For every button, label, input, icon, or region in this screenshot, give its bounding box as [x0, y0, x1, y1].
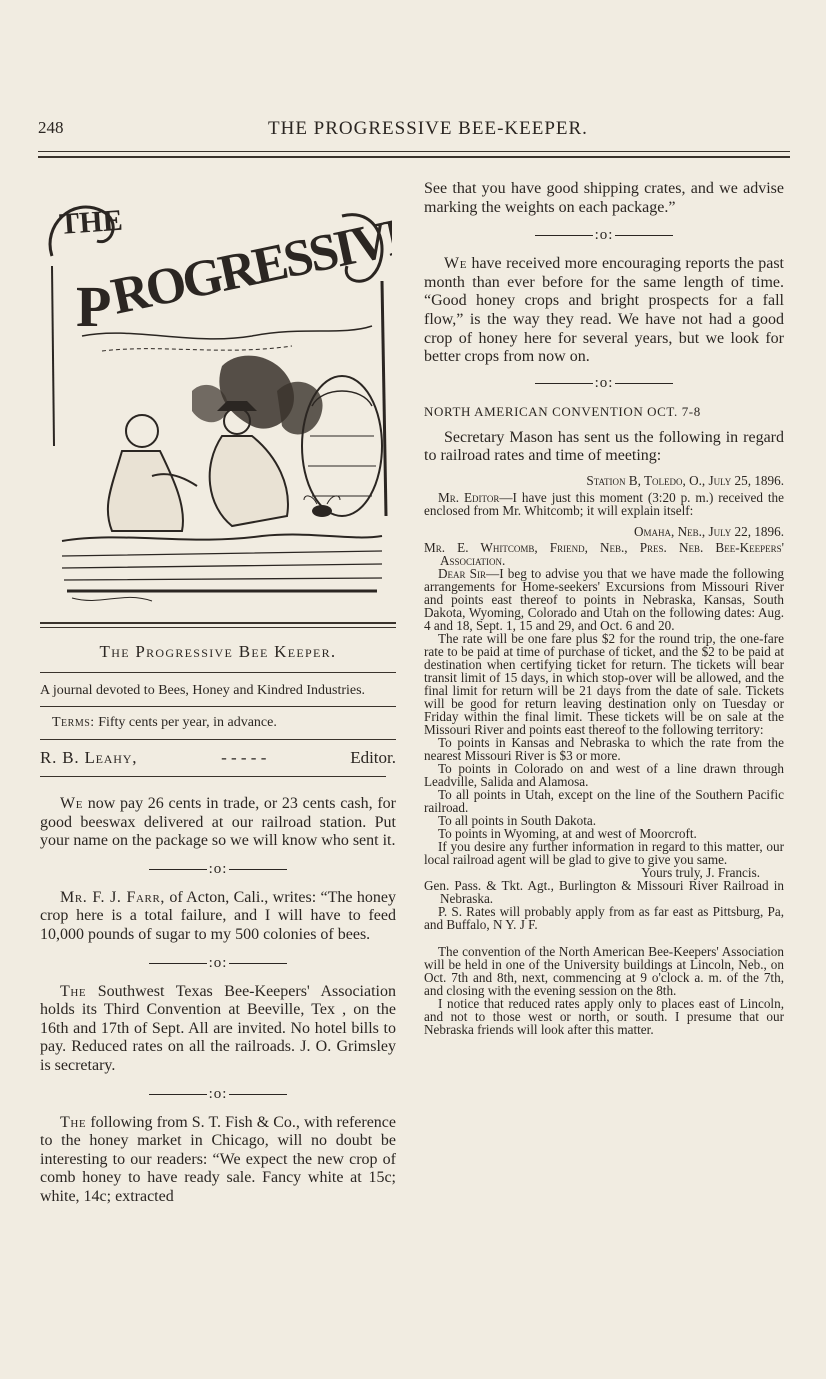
svg-text:THE: THE — [58, 203, 124, 241]
section-separator: :o: — [424, 227, 784, 244]
masthead-editor-line — [40, 740, 396, 774]
section-separator: :o: — [424, 375, 784, 392]
letter-body: Mr. Editor—I have just this moment (3:20 p. m.) received the enclosed from Mr. Whitcomb; it will explain itself: — [424, 489, 784, 518]
paragraph-reports — [424, 255, 784, 367]
running-header: THE PROGRESSIVE BEE-KEEPER. — [268, 118, 588, 139]
letter-body: To points in Colorado on and west of a line drawn through Leadville, Salida and Alamosa. — [424, 760, 784, 789]
paragraph-text: following from S. T. Fish & Co., with reference to the honey market in Chicago, will no doubt be interesting to our readers: “We expect the new crop of comb honey to have ready sale. Fancy white at 15c; white, 14c; extracted — [40, 1113, 397, 1205]
letter-postscript: P. S. Rates will probably apply from as far east as Pittsburg, Pa, and Buffalo, N Y. J F. — [424, 903, 784, 932]
paragraph-lead: The — [60, 1113, 87, 1131]
section-separator: :o: — [40, 1086, 396, 1103]
letter-body: To all points in South Dakota. — [438, 812, 597, 828]
paragraph-lead: Mr. F. J. Farr, — [60, 888, 165, 906]
page-number: 248 — [38, 118, 64, 137]
masthead-title: The Progressive Bee Keeper. — [99, 642, 337, 661]
paragraph-text: have received more encouraging reports the past month than ever before for the same length of time. “Good honey crops and bright prospects for a fall flow,” is the way they read. We have not had a good crop of honey here for several years, but we look for better crops from now on. — [424, 255, 785, 366]
terms-text: Fifty cents per year, in advance. — [98, 715, 277, 730]
masthead-description: A journal devoted to Bees, Honey and Kindred Industries. — [40, 672, 396, 700]
left-column — [40, 186, 396, 1207]
paragraph-text: Southwest Texas Bee-Keepers' Association holds its Third Convention at Beeville, Tex , on the 16th and 17th of Sept. All are invited. No hotel bills to pay. Reduced rates on all the railroads. J. O. Grimsley is secretary. — [40, 982, 396, 1074]
header-rule-bottom — [38, 156, 790, 158]
editor-dashes: - - - - - — [221, 748, 267, 767]
paragraph-farr — [40, 889, 396, 945]
letter-body: If you desire any further information in regard to this matter, our local railroad agent will be glad to give to give you same. — [424, 838, 784, 867]
paragraph-text: now pay 26 cents in trade, or 23 cents cash, for good beeswax delivered at our railroad station. Put your name on the package so we will know who sent it. — [40, 795, 396, 850]
svg-text:ROGRESSIVE: ROGRESSIVE — [106, 205, 392, 326]
paragraph-lead: We — [60, 795, 84, 812]
letter-body: Dear Sir—I beg to advise you that we have made the following arrangements for Home-seekers' Excursions from Missouri River and points east thereof to points in Nebraska, Kansas, South Dakota, Wyoming, Colorado and Utah on the following dates: Aug. 4 and 18, Sept. 1, 15 and 29, and Oct. 6 and 20. — [424, 565, 784, 633]
letter-body: The rate will be one fare plus $2 for the round trip, the one-fare rate to be paid at time of purchase of ticket, and the $2 to be paid at destination when certifying ticket for return. The tickets will bear transit limit of 15 days, in which stop-over will be allowed, and the final limit for return will be 21 days from the date of sale. Tickets will be good for return leaving destination only on Tuesday or Friday within the final limit. These tickets will be on sale at the Missouri River and points east thereof to the following territory: — [424, 630, 784, 737]
letter-signature: Yours truly, J. Francis. — [641, 864, 760, 880]
letter-body: To all points in Utah, except on the line of the Southern Pacific railroad. — [424, 786, 784, 815]
paragraph-rates-note: I notice that reduced rates apply only to places east of Lincoln, and not to those west or north, or south. I presume that our Nebraska friends will look after this matter. — [424, 995, 784, 1037]
masthead-rule — [40, 622, 396, 624]
letter-addressee: Mr. E. Whitcomb, Friend, Neb., Pres. Neb. Bee-Keepers' Association. — [424, 539, 784, 568]
right-column — [424, 180, 784, 1036]
paragraph-continued: See that you have good shipping crates, and we advise marking the weights on each package.” — [424, 180, 784, 216]
paragraph-beeswax — [40, 795, 396, 851]
editor-name: R. B. Leahy, — [40, 748, 138, 767]
masthead-terms — [40, 706, 396, 740]
paragraph-text: of Acton, Cali., writes: “The honey crop here is a total failure, and I will have to feed 10,000 pounds of sugar to my 500 colonies of bees. — [40, 888, 396, 943]
svg-text:P: P — [76, 274, 110, 339]
letter-dateline: Omaha, Neb., July 22, 1896. — [633, 523, 784, 539]
section-heading: NORTH AMERICAN CONVENTION OCT. 7-8 — [424, 403, 701, 419]
letter-body: To points in Wyoming, at and west of Moorcroft. — [438, 825, 697, 841]
header-rule-top — [38, 151, 790, 152]
terms-label: Terms: — [52, 715, 95, 730]
section-separator: :o: — [40, 955, 396, 972]
paragraph-secretary-mason: Secretary Mason has sent us the following in regard to railroad rates and time of meeting: — [424, 428, 784, 465]
progressive-logo-illustration — [42, 186, 392, 616]
paragraph-texas-convention — [40, 983, 396, 1076]
paragraph-convention: The convention of the North American Bee-Keepers' Association will be held in one of the University buildings at Lincoln, Neb., on Oct. 7th and 8th, next, commencing at 9 o'clock a. m. of the 7th, and closing with the evening session on the 8th. — [424, 943, 784, 998]
section-separator: :o: — [40, 861, 396, 878]
masthead-end-rule — [40, 776, 386, 777]
masthead-rule-thin — [40, 627, 396, 628]
paragraph-lead: The — [60, 982, 87, 1000]
editor-role: Editor. — [350, 748, 396, 767]
letter-dateline: Station B, Toledo, O., July 25, 1896. — [586, 472, 784, 488]
letter-signature-title: Gen. Pass. & Tkt. Agt., Burlington & Missouri River Railroad in Nebraska. — [424, 877, 784, 906]
paragraph-fish-market — [40, 1114, 396, 1207]
paragraph-lead: We — [444, 255, 468, 273]
letter-body: To points in Kansas and Nebraska to which the rate from the nearest Missouri River is $3 or more. — [424, 734, 784, 763]
logo-engraving — [42, 186, 392, 616]
